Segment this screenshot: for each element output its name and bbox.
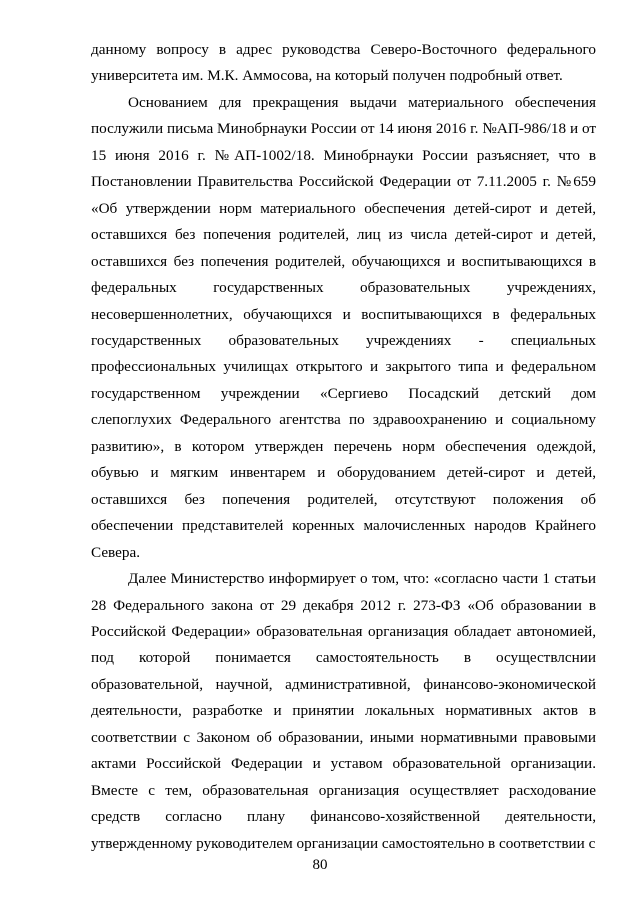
document-page (91, 37, 596, 857)
paragraph-ministry-information: Далее Министерство информирует о том, что: «согласно части 1 статьи 28 Федерального закона от 29 декабря 2012 г. 273-ФЗ «Об образовании в Российской Федерации» образовательная организация обладает автономией, под которой понимается самостоятельность в осуществлснии образовательной, научной, административной, финансово-экономической деятельности, разработке и принятии локальных нормативных актов в соответствии с Законом об образовании, иными нормативными правовыми актами Российской Федерации и уставом образовательной организации. Вместе с тем, образовательная организация осуществляет расходование средств согласно плану финансово-хозяйственной деятельности, утвержденному руководителем организации самостоятельно в соответствии с (91, 570, 596, 852)
page-number: 80 (312, 857, 328, 873)
paragraph-basis-for-termination: Основанием для прекращения выдачи материального обеспечения послужили письма Минобрнауки России от 14 июня 2016 г. №АП-986/18 и от 15 июня 2016 г. №АП-1002/18. Минобрнауки России разъясняет, что в Постановлении Правительства Российской Федерации от 7.11.2005 г. №659 «Об утверждении норм материального обеспечения детей-сирот и детей, оставшихся без попечения родителей, лиц из числа детей-сирот и детей, оставшихся без попечения родителей, обучающихся и воспитывающихся в федеральных государственных образовательных учреждениях, несовершеннолетних, обучающихся и воспитывающихся в федеральных государственных образовательных учреждениях - специальных профессиональных училищах открытого и закрытого типа и федеральном государственном учреждении «Сергиево Посадский детский дом слепоглухих Федерального агентства по здравоохранению и социальному развитию», в котором утвержден перечень норм обеспечения одеждой, обувью и мягким инвентарем и оборудованием детей-сирот и детей, оставшихся без попечения родителей, отсутствуют положения об обеспечении представителей коренных малочисленных народов Крайнего Севера. (91, 93, 596, 561)
paragraph-continuation: данному вопросу в адрес руководства Северо-Восточного федерального университета им. М.К. Аммосова, на который получен подробный ответ. (91, 41, 596, 85)
